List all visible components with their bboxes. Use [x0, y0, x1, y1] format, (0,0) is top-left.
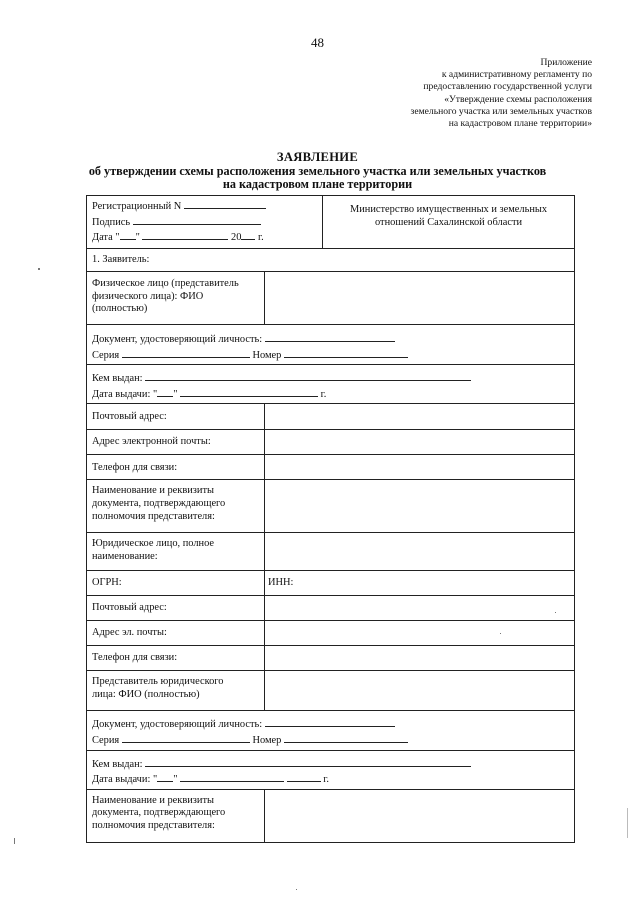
postal-address-label-cell — [87, 404, 265, 430]
legal-postal-label: Почтовый адрес: — [92, 602, 167, 614]
ministry-name-cont: отношений Сахалинской области — [374, 216, 523, 228]
legal-email-input[interactable] — [265, 621, 575, 646]
issued-by-field[interactable] — [145, 756, 471, 767]
number-label: Номер — [252, 734, 282, 746]
number-field[interactable] — [284, 732, 408, 743]
year-suffix: г. — [320, 388, 327, 400]
issued-by-cell — [87, 365, 575, 404]
application-form — [86, 195, 575, 843]
authority-doc-label: полномочия представителя: — [92, 510, 215, 522]
postal-address-label: Почтовый адрес: — [92, 411, 167, 423]
legal-rep-label-cell — [87, 671, 265, 711]
authority-doc-label: Наименование и реквизиты — [92, 485, 214, 497]
scan-speck — [14, 838, 15, 844]
issue-date-label: Дата выдачи: " — [92, 774, 158, 786]
date-label: Дата " — [92, 232, 120, 244]
inn-label: ИНН: — [268, 577, 294, 589]
inn-cell[interactable] — [265, 571, 575, 596]
scan-edge — [627, 808, 628, 838]
title-heading: ЗАЯВЛЕНИЕ — [276, 150, 359, 164]
legal-postal-label-cell — [87, 596, 265, 621]
reg-number-label: Регистрационный N — [92, 201, 182, 212]
legal-entity-label: Юридическое лицо, полное — [92, 538, 215, 550]
issue-date-label: Дата выдачи: " — [92, 388, 158, 400]
authority-doc-label: полномочия представителя: — [92, 819, 215, 831]
authority-doc-label: документа, подтверждающего — [92, 807, 226, 819]
date-year-prefix: 20 — [231, 232, 242, 244]
reg-number-field[interactable] — [184, 198, 266, 209]
email-label: Адрес электронной почты: — [92, 436, 211, 448]
ogrn-label: ОГРН: — [92, 577, 122, 589]
postal-address-input[interactable] — [265, 404, 575, 430]
date-day-field[interactable] — [120, 229, 136, 240]
legal-email-label: Адрес эл. почты: — [92, 627, 167, 639]
legal-phone-label-cell — [87, 646, 265, 671]
legal-entity-label-cell — [87, 533, 265, 571]
legal-entity-label: наименование: — [92, 550, 158, 562]
legal-rep-input[interactable] — [265, 671, 575, 711]
identity-document-field[interactable] — [265, 331, 395, 342]
appendix-line: предоставлению государственной услуги — [423, 81, 592, 93]
document-title — [0, 151, 635, 192]
appendix-line: «Утверждение схемы расположения — [444, 93, 592, 105]
quote-mark: " — [173, 388, 178, 400]
rep-identity-document-cell — [87, 711, 575, 750]
scan-speck — [296, 889, 297, 890]
rep-issued-by-cell — [87, 750, 575, 789]
scan-speck — [500, 633, 501, 634]
section-applicant — [87, 249, 575, 272]
phone-label: Телефон для связи: — [92, 462, 178, 474]
number-field[interactable] — [284, 347, 408, 358]
issue-day-field[interactable] — [157, 771, 173, 782]
scan-speck — [38, 268, 40, 270]
rep-authority-doc-label-cell — [87, 789, 265, 842]
legal-phone-label: Телефон для связи: — [92, 652, 178, 664]
authority-doc-label: документа, подтверждающего — [92, 497, 226, 509]
appendix-line: земельного участка или земельных участков — [410, 105, 592, 117]
authority-doc-label-cell — [87, 480, 265, 533]
quote-mark: " — [135, 232, 140, 244]
individual-label-cell — [87, 272, 265, 325]
identity-document-label: Документ, удостоверяющий личность: — [92, 334, 263, 345]
title-subject-cont: на кадастровом плане территории — [222, 177, 413, 191]
title-subject: об утверждении схемы расположения земельного участка или земельных участков — [88, 163, 547, 178]
email-label-cell — [87, 430, 265, 455]
individual-label: (полностью) — [92, 303, 148, 315]
legal-phone-input[interactable] — [265, 646, 575, 671]
year-suffix: г. — [323, 774, 329, 786]
ministry-cell — [323, 196, 575, 249]
page-number: 48 — [311, 35, 324, 50]
issue-day-field[interactable] — [157, 386, 173, 397]
legal-entity-input[interactable] — [265, 533, 575, 571]
ogrn-cell[interactable] — [87, 571, 265, 596]
appendix-note — [332, 57, 592, 130]
number-label: Номер — [252, 349, 282, 361]
registration-cell — [87, 196, 323, 249]
appendix-line: на кадастровом плане территории» — [448, 118, 592, 130]
identity-document-cell — [87, 325, 575, 365]
rep-authority-doc-input[interactable] — [265, 789, 575, 842]
section-label: 1. Заявитель: — [92, 254, 150, 265]
issue-year-field[interactable] — [287, 771, 321, 782]
identity-document-field[interactable] — [265, 716, 395, 727]
ministry-name: Министерство имущественных и земельных — [349, 204, 548, 215]
issued-by-label: Кем выдан: — [92, 373, 143, 385]
series-label: Серия — [92, 734, 120, 746]
individual-label: физического лица): ФИО — [92, 290, 204, 302]
legal-postal-input[interactable] — [265, 596, 575, 621]
date-month-field[interactable] — [142, 229, 228, 240]
issue-month-field[interactable] — [180, 386, 318, 397]
issued-by-field[interactable] — [145, 370, 471, 381]
date-year-suffix: г. — [258, 232, 264, 244]
legal-email-label-cell — [87, 621, 265, 646]
series-field[interactable] — [122, 347, 250, 358]
series-field[interactable] — [122, 732, 250, 743]
scan-speck — [555, 612, 556, 613]
legal-rep-label: лица: ФИО (полностью) — [92, 688, 200, 700]
date-year-field[interactable] — [241, 229, 255, 240]
quote-mark: " — [173, 774, 178, 786]
identity-document-label: Документ, удостоверяющий личность: — [92, 719, 263, 731]
issued-by-label: Кем выдан: — [92, 758, 143, 770]
series-label: Серия — [92, 349, 120, 361]
authority-doc-label: Наименование и реквизиты — [92, 794, 214, 806]
email-input[interactable] — [265, 430, 575, 455]
individual-label: Физическое лицо (представитель — [92, 278, 239, 289]
individual-name-input[interactable] — [265, 272, 575, 325]
phone-input[interactable] — [265, 455, 575, 480]
legal-rep-label: Представитель юридического — [92, 676, 224, 688]
appendix-line: Приложение — [540, 57, 592, 68]
signature-field[interactable] — [133, 214, 261, 225]
issue-month-field[interactable] — [180, 771, 284, 782]
authority-doc-input[interactable] — [265, 480, 575, 533]
signature-label: Подпись — [92, 216, 131, 228]
phone-label-cell — [87, 455, 265, 480]
appendix-line: к административному регламенту по — [441, 69, 592, 81]
